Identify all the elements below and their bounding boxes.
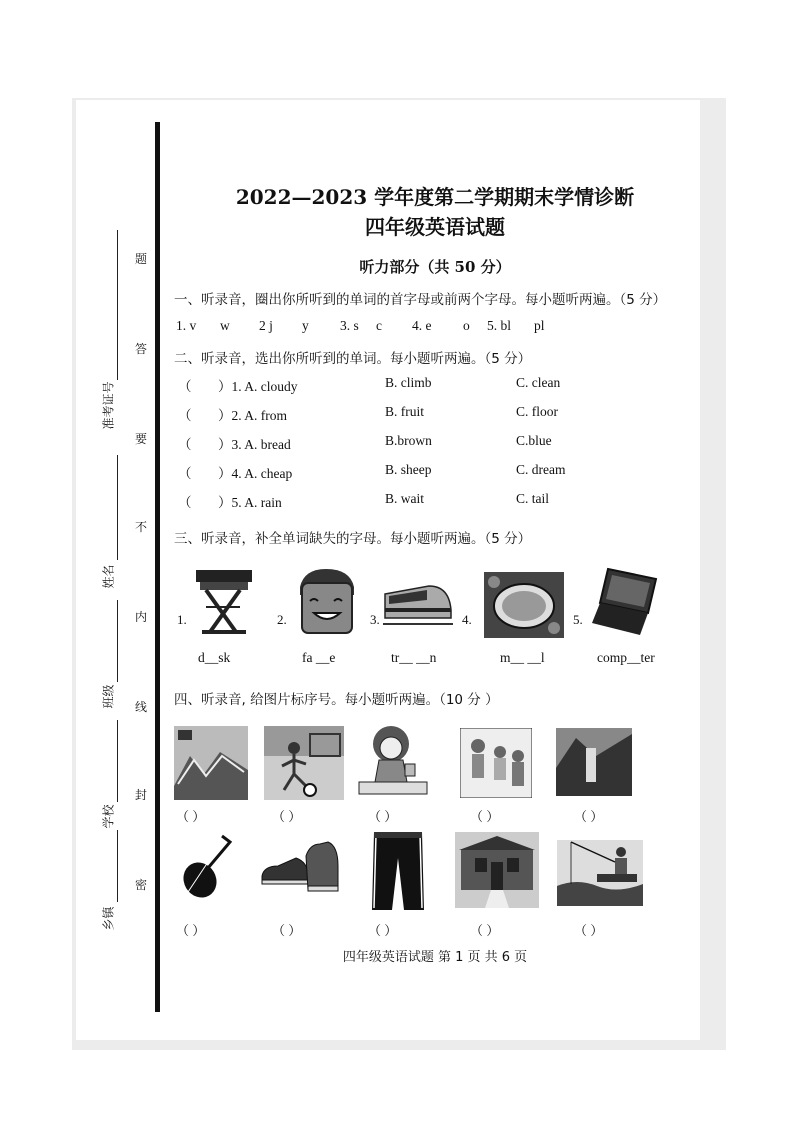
answer-paren: （ ） <box>574 809 604 824</box>
s2-option-b: B. fruit <box>385 404 424 419</box>
fishing-image <box>557 840 643 906</box>
s2-option-c: C. dream <box>516 462 566 477</box>
s1-item: 1. v <box>176 318 197 333</box>
seal-char: 要 <box>135 432 148 446</box>
s2-open-paren: （ <box>178 437 192 452</box>
label-school: 学校 <box>101 804 116 829</box>
binding-line <box>155 122 160 1012</box>
answer-paren: （ ） <box>176 809 206 824</box>
s3-number: 1. <box>177 612 187 627</box>
desk-image <box>192 562 257 638</box>
s2-option-c: C. floor <box>516 404 558 419</box>
s2-option-c: C.blue <box>516 433 552 448</box>
section3-heading: 三、听录音，补全单词缺失的字母。每小题听两遍。（5 分） <box>174 531 532 547</box>
answer-paren: （ ） <box>272 809 302 824</box>
exam-subtitle: 四年级英语试题 <box>365 215 505 239</box>
s2-option-a: ）3. A. bread <box>218 437 291 452</box>
s1-item: pl <box>534 318 545 333</box>
label-name: 姓名 <box>101 564 116 589</box>
seal-char: 答 <box>135 342 148 356</box>
s1-item: c <box>376 318 382 333</box>
trousers-image <box>368 830 428 912</box>
s1-item: w <box>220 318 230 333</box>
answer-paren: （ ） <box>272 923 302 938</box>
s2-option-c: C. clean <box>516 375 561 390</box>
meal-image <box>484 572 564 638</box>
shoes-image <box>258 836 340 896</box>
seal-char: 线 <box>135 700 148 714</box>
seal-char: 密 <box>135 878 148 892</box>
seal-char: 内 <box>135 610 148 624</box>
gate-image <box>455 832 539 908</box>
train-image <box>383 580 453 630</box>
line-exam-id <box>117 230 118 380</box>
s3-number: 4. <box>462 612 472 627</box>
seal-char: 封 <box>135 788 148 802</box>
label-town: 乡镇 <box>101 906 116 931</box>
answer-paren: （ ） <box>470 923 500 938</box>
s3-word: m__ __l <box>500 650 545 665</box>
s2-open-paren: （ <box>178 379 192 394</box>
answer-paren: （ ） <box>368 809 398 824</box>
label-exam-id: 准考证号 <box>101 381 116 430</box>
line-town <box>117 830 118 902</box>
girl-drawing-image <box>353 724 433 800</box>
s2-open-paren: （ <box>178 466 192 481</box>
s2-option-b: B. wait <box>385 491 424 506</box>
answer-paren: （ ） <box>470 809 500 824</box>
taishan-image <box>556 728 632 796</box>
s1-item: y <box>302 318 309 333</box>
great-wall-image <box>174 726 248 800</box>
s2-option-a: ）4. A. cheap <box>218 466 293 481</box>
answer-paren: （ ） <box>176 923 206 938</box>
s2-option-a: ）1. A. cloudy <box>218 379 298 394</box>
section4-heading: 四、听录音, 给图片标序号。每小题听两遍。（10 分 ） <box>174 692 499 708</box>
s3-word: d__sk <box>198 650 231 665</box>
line-school <box>117 720 118 802</box>
s2-option-a: ）5. A. rain <box>218 495 282 510</box>
s1-item: o <box>463 318 470 333</box>
football-image <box>264 726 344 800</box>
s2-open-paren: （ <box>178 408 192 423</box>
s3-number: 2. <box>277 612 287 627</box>
answer-paren: （ ） <box>368 923 398 938</box>
s2-option-a: ）2. A. from <box>218 408 287 423</box>
s2-option-b: B. sheep <box>385 462 432 477</box>
page-footer: 四年级英语试题 第 1 页 共 6 页 <box>342 950 528 965</box>
answer-paren: （ ） <box>574 923 604 938</box>
section2-heading: 二、听录音，选出你所听到的单词。每小题听两遍。（5 分） <box>174 351 532 367</box>
part-title: 听力部分（共 50 分） <box>359 258 511 276</box>
family-image <box>460 728 532 798</box>
s2-option-c: C. tail <box>516 491 549 506</box>
seal-char: 题 <box>135 252 148 266</box>
line-class <box>117 600 118 682</box>
section1-heading: 一、听录音，圈出你所听到的单词的首字母或前两个字母。每小题听两遍。（5 分） <box>174 292 667 308</box>
s3-number: 5. <box>573 612 583 627</box>
s1-item: 4. e <box>412 318 432 333</box>
s3-word: tr__ __n <box>391 650 437 665</box>
label-class: 班级 <box>101 684 116 709</box>
s1-item: 3. s <box>340 318 359 333</box>
s3-number: 3. <box>370 612 380 627</box>
computer-image <box>590 565 660 637</box>
violin-image <box>178 832 238 902</box>
exam-title: 2022—2023 学年度第二学期期末学情诊断 <box>235 185 635 209</box>
line-name <box>117 455 118 560</box>
s3-word: fa __e <box>302 650 336 665</box>
face-image <box>292 565 362 637</box>
seal-char: 不 <box>135 520 148 534</box>
s2-option-b: B.brown <box>385 433 432 448</box>
s1-item: 5. bl <box>487 318 512 333</box>
s3-word: comp__ter <box>597 650 655 665</box>
s1-item: 2 j <box>259 318 273 333</box>
s2-open-paren: （ <box>178 495 192 510</box>
s2-option-b: B. climb <box>385 375 432 390</box>
